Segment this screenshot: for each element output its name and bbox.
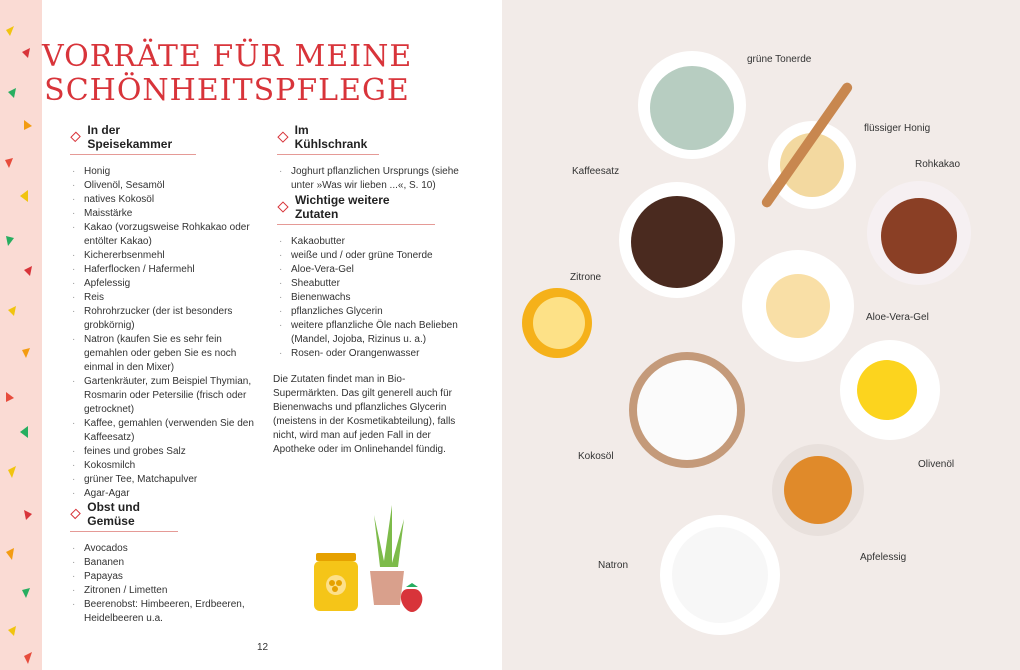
list-item: · Apfelessig [70,277,255,291]
page-number: 12 [257,642,269,653]
list-item: · Kichererbsenmehl [70,249,255,263]
list-item: · Avocados [70,542,255,556]
diamond-icon [70,132,81,143]
fridge-list [277,165,477,193]
list-item: · Agar-Agar [70,487,255,501]
section-pantry [70,123,255,501]
confetti-pattern [0,0,42,670]
fruit-list [70,542,255,626]
title-line-2: SCHÖNHEITSPFLEGE [44,73,410,108]
list-item: · Kakaobutter [277,235,477,249]
text-page [42,0,502,670]
label-olivenoel: Olivenöl [918,459,955,470]
list-item: · Olivenöl, Sesamöl [70,179,255,193]
label-kokosoel: Kokosöl [578,451,614,462]
bowls-illustration [502,0,1020,670]
list-item: · grüner Tee, Matchapulver [70,473,255,487]
page-title [42,40,412,108]
list-item: · Honig [70,165,255,179]
list-item: · Papayas [70,570,255,584]
section-fruit [70,500,255,626]
list-item: · Joghurt pflanzlichen Ursprungs (siehe unter »Was wir lieben ...«, S. 10) [277,165,477,193]
list-item: · Reis [70,291,255,305]
list-item: · Rohrohrzucker (der ist besonders grobkörnig) [70,305,255,333]
pantry-list [70,165,255,501]
list-item: · Beerenobst: Himbeeren, Erdbeeren, Heidelbeeren u.a. [70,598,255,626]
list-item: · weiße und / oder grüne Tonerde [277,249,477,263]
list-item: · Zitronen / Limetten [70,584,255,598]
list-item: · Bananen [70,556,255,570]
label-apfelessig: Apfelessig [860,552,907,563]
list-item: · weitere pflanzliche Öle nach Belieben (Mandel, Jojoba, Rizinus u. a.) [277,319,477,347]
title-line-1: VORRÄTE FÜR MEINE [42,39,413,74]
list-item: · Gartenkräuter, zum Beispiel Thymian, Rosmarin oder Petersilie (frisch oder getrocknet) [70,375,255,417]
label-aloe: Aloe-Vera-Gel [866,312,929,323]
list-item: · Kokosmilch [70,459,255,473]
section-fridge [277,123,477,193]
list-item: · Rosen- oder Orangenwasser [277,347,477,361]
list-item: · Haferflocken / Hafermehl [70,263,255,277]
label-tonerde: grüne Tonerde [747,54,812,65]
label-rohkakao: Rohkakao [915,159,961,170]
ingredients-photo [502,0,1020,670]
diamond-icon [277,131,288,142]
diamond-icon [277,201,288,212]
diamond-icon [70,509,81,520]
section-other [277,193,477,361]
confetti-strip [0,0,42,670]
section-heading: In der Speisekammer [70,123,196,155]
list-item: · feines und grobes Salz [70,445,255,459]
label-zitrone: Zitrone [570,272,602,283]
list-item: · Maisstärke [70,207,255,221]
list-item: · Bienenwachs [277,291,477,305]
other-list [277,235,477,361]
info-paragraph: Die Zutaten findet man in Bio-Supermärkten. Das gilt generell auch für Bienenwachs und pflanzliches Glycerin (meistens in der Kosmetikabteilung), falls nicht, wird man auf jeden Fall in der Apotheke oder im Onlinehandel fündig. [273,374,456,455]
list-item: · natives Kokosöl [70,193,255,207]
list-item: · Kakao (vorzugsweise Rohkakao oder entölter Kakao) [70,221,255,249]
section-heading: Im Kühlschrank [277,123,379,155]
label-natron: Natron [598,560,629,571]
list-item: · Kaffee, gemahlen (verwenden Sie den Kaffeesatz) [70,417,255,445]
list-item: · Natron (kaufen Sie es sehr fein gemahlen oder geben Sie es noch einmal in den Mixer) [70,333,255,375]
section-heading: Wichtige weitere Zutaten [277,193,435,225]
list-item: · Aloe-Vera-Gel [277,263,477,277]
list-item: · pflanzliches Glycerin [277,305,477,319]
section-heading: Obst und Gemüse [70,500,178,532]
list-item: · Sheabutter [277,277,477,291]
jar-plant-illustration [310,505,430,620]
label-honig: flüssiger Honig [864,123,931,134]
label-kaffeesatz: Kaffeesatz [572,166,620,177]
